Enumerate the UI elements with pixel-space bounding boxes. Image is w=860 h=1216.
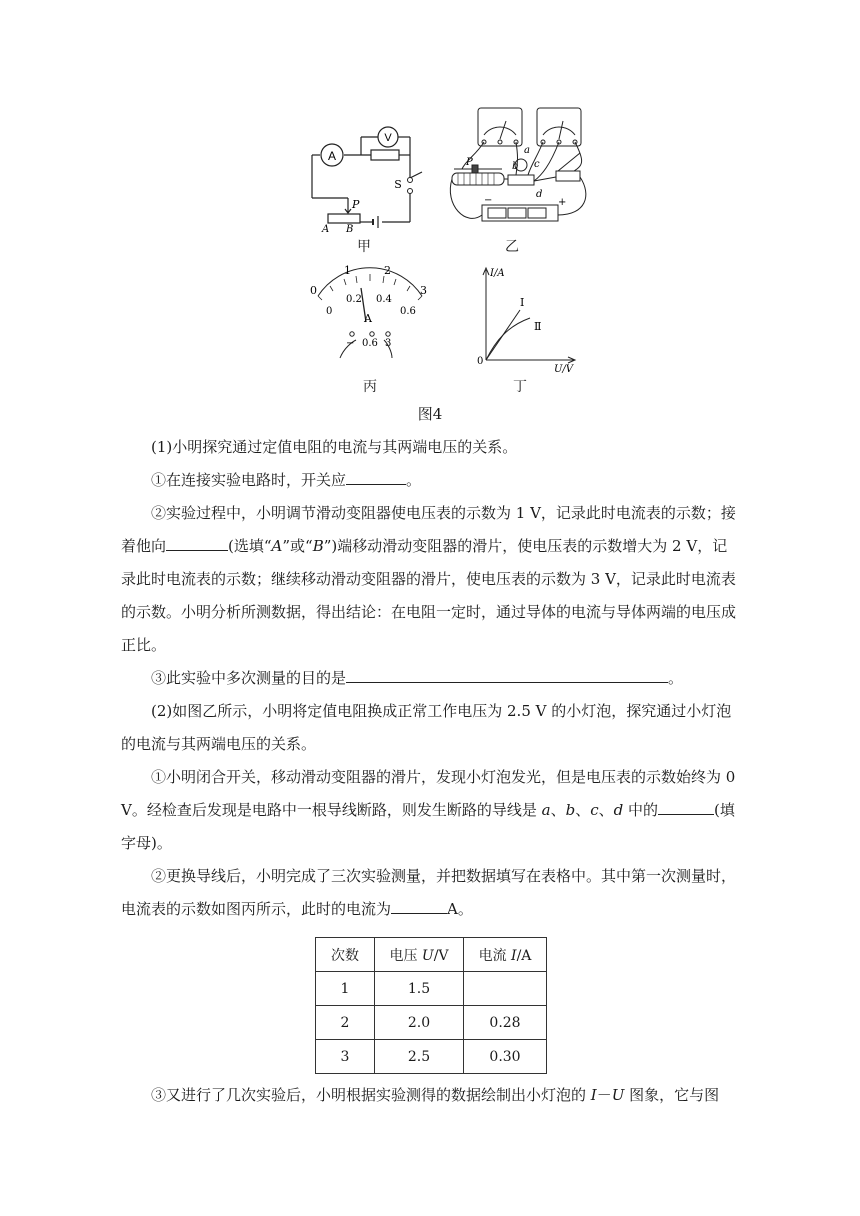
inner-scale-3: 0.6 bbox=[400, 306, 416, 317]
q2-3-text-e: 图象，它与图 bbox=[624, 1086, 720, 1104]
y-axis-label: I/A bbox=[490, 268, 505, 279]
outer-scale-2: 2 bbox=[384, 264, 391, 277]
apparatus-yi bbox=[446, 105, 596, 235]
plus-label: + bbox=[558, 197, 567, 208]
inner-scale-1: 0.2 bbox=[346, 294, 362, 305]
unit-label: A bbox=[364, 312, 372, 325]
answer-blank-purpose[interactable] bbox=[346, 666, 668, 683]
symbol-i: I bbox=[590, 1086, 597, 1104]
slider-label: P bbox=[352, 198, 360, 211]
wire-b-label: b bbox=[512, 161, 519, 172]
cell-voltage: 1.5 bbox=[375, 972, 464, 1006]
q1-1-end: 。 bbox=[406, 471, 422, 489]
outer-scale-3: 3 bbox=[420, 284, 427, 297]
caption-yi: 乙 bbox=[505, 239, 519, 255]
q1-3-end: 。 bbox=[668, 669, 684, 687]
figure-title: 图4 bbox=[417, 405, 443, 423]
table-row bbox=[316, 1006, 547, 1040]
wire-c: c bbox=[590, 801, 599, 819]
q2-2-end: A。 bbox=[447, 900, 473, 918]
symbol-u: U bbox=[611, 1086, 625, 1104]
terminal-minus: − bbox=[346, 338, 355, 349]
q2-3-text-a: ③又进行了几次实验后，小明根据实验测得的数据绘制出小灯泡的 bbox=[151, 1086, 591, 1104]
table-header-row bbox=[316, 938, 547, 972]
dash: － bbox=[596, 1086, 612, 1104]
table-row bbox=[316, 1040, 547, 1074]
sep-2: 、 bbox=[575, 801, 591, 819]
q2-1-text-j: (填字母)。 bbox=[121, 801, 735, 852]
question-2-intro bbox=[121, 695, 739, 761]
outer-scale-0: 0 bbox=[310, 284, 317, 297]
option-b: B bbox=[312, 537, 324, 555]
wire-c-label: c bbox=[534, 159, 540, 170]
cell-current: 0.28 bbox=[464, 1006, 547, 1040]
slider-p-label: P bbox=[466, 157, 473, 168]
circuit-diagram-jia bbox=[300, 125, 440, 245]
end-b-label: B bbox=[346, 224, 354, 235]
data-table bbox=[315, 937, 547, 1074]
q1-text: (1)小明探究通过定值电阻的电流与其两端电压的关系。 bbox=[151, 438, 518, 456]
sep-3: 、 bbox=[598, 801, 614, 819]
cell-count: 1 bbox=[316, 972, 375, 1006]
cell-voltage: 2.5 bbox=[375, 1040, 464, 1074]
cell-voltage: 2.0 bbox=[375, 1006, 464, 1040]
q1-2-text-a: ②实验过程中，小明调节滑动变阻器使电压表的示数为 1 V，记录此时电流表的示数；接着他向 bbox=[121, 504, 736, 555]
end-a-label: A bbox=[322, 224, 330, 235]
answer-blank-direction[interactable] bbox=[166, 534, 228, 551]
sep-1: 、 bbox=[550, 801, 566, 819]
wire-d-label: d bbox=[536, 189, 543, 200]
table-row bbox=[316, 972, 547, 1006]
ammeter-dial-bing bbox=[300, 262, 440, 362]
answer-blank-current[interactable] bbox=[391, 897, 447, 914]
answer-blank-switch[interactable] bbox=[346, 468, 406, 485]
caption-bing: 丙 bbox=[363, 379, 377, 395]
x-axis-label: U/V bbox=[554, 364, 574, 375]
question-2-part-1 bbox=[121, 761, 739, 860]
minus-label: − bbox=[484, 195, 493, 206]
cell-count: 2 bbox=[316, 1006, 375, 1040]
outer-scale-1: 1 bbox=[344, 264, 351, 277]
question-1-part-1 bbox=[121, 464, 739, 497]
header-voltage: 电压 U/V bbox=[375, 938, 464, 972]
q2-1-text-i: 中的 bbox=[623, 801, 659, 819]
question-1-part-3 bbox=[121, 662, 739, 695]
wire-d: d bbox=[613, 801, 624, 819]
iu-graph-ding bbox=[474, 264, 584, 376]
wire-a: a bbox=[541, 801, 551, 819]
question-2-part-3 bbox=[121, 1079, 739, 1112]
curve-1-label: Ⅰ bbox=[520, 296, 525, 309]
voltmeter-label: V bbox=[384, 132, 392, 144]
origin-label: 0 bbox=[477, 356, 484, 367]
cell-current: 0.30 bbox=[464, 1040, 547, 1074]
q1-2-text-d: ”或“ bbox=[282, 537, 313, 555]
option-a: A bbox=[271, 537, 283, 555]
switch-label: S bbox=[394, 178, 402, 191]
wire-b: b bbox=[565, 801, 576, 819]
caption-ding: 丁 bbox=[513, 379, 527, 395]
question-2-part-2 bbox=[121, 860, 739, 926]
header-count: 次数 bbox=[316, 938, 375, 972]
caption-jia: 甲 bbox=[357, 239, 371, 255]
question-1-intro bbox=[121, 431, 739, 464]
wire-a-label: a bbox=[524, 145, 530, 156]
inner-scale-2: 0.4 bbox=[376, 294, 392, 305]
q1-3-text: ③此实验中多次测量的目的是 bbox=[151, 669, 347, 687]
curve-2-label: Ⅱ bbox=[534, 320, 542, 333]
q1-2-text-b: (选填“ bbox=[228, 537, 272, 555]
ammeter-label: A bbox=[327, 149, 337, 163]
q2-1-text-a: ①小明闭合开关，移动滑动变阻器的滑片，发现小灯泡发光，但是电压表的示数始终为 0 V。经检查后发现是电路中一根导线断路，则发生断路的导线是 bbox=[121, 768, 736, 819]
terminal-3: 3 bbox=[385, 338, 392, 349]
answer-blank-wire[interactable] bbox=[658, 798, 714, 815]
inner-scale-0: 0 bbox=[326, 306, 333, 317]
cell-current[interactable] bbox=[464, 972, 547, 1006]
q2-text: (2)如图乙所示，小明将定值电阻换成正常工作电压为 2.5 V 的小灯泡，探究通过小灯泡的电流与其两端电压的关系。 bbox=[121, 702, 732, 753]
question-1-part-2 bbox=[121, 497, 739, 662]
header-current: 电流 I/A bbox=[464, 938, 547, 972]
terminal-06: 0.6 bbox=[362, 338, 378, 349]
q2-2-text: ②更换导线后，小明完成了三次实验测量，并把数据填写在表格中。其中第一次测量时，电流表的示数如图丙所示，此时的电流为 bbox=[121, 867, 737, 918]
q1-1-text: ①在连接实验电路时，开关应 bbox=[151, 471, 347, 489]
q1-2-text-f: ”)端移动滑动变阻器的滑片，使电压表的示数增大为 2 V，记录此时电流表的示数；继续移动滑动变阻器的滑片，使电压表的示数为 3 V，记录此时电流表的示数。小明分析所测数据，得出结论：在电阻一定时，通过导体的电流与导体两端的电压成正比。 bbox=[121, 537, 737, 654]
cell-count: 3 bbox=[316, 1040, 375, 1074]
